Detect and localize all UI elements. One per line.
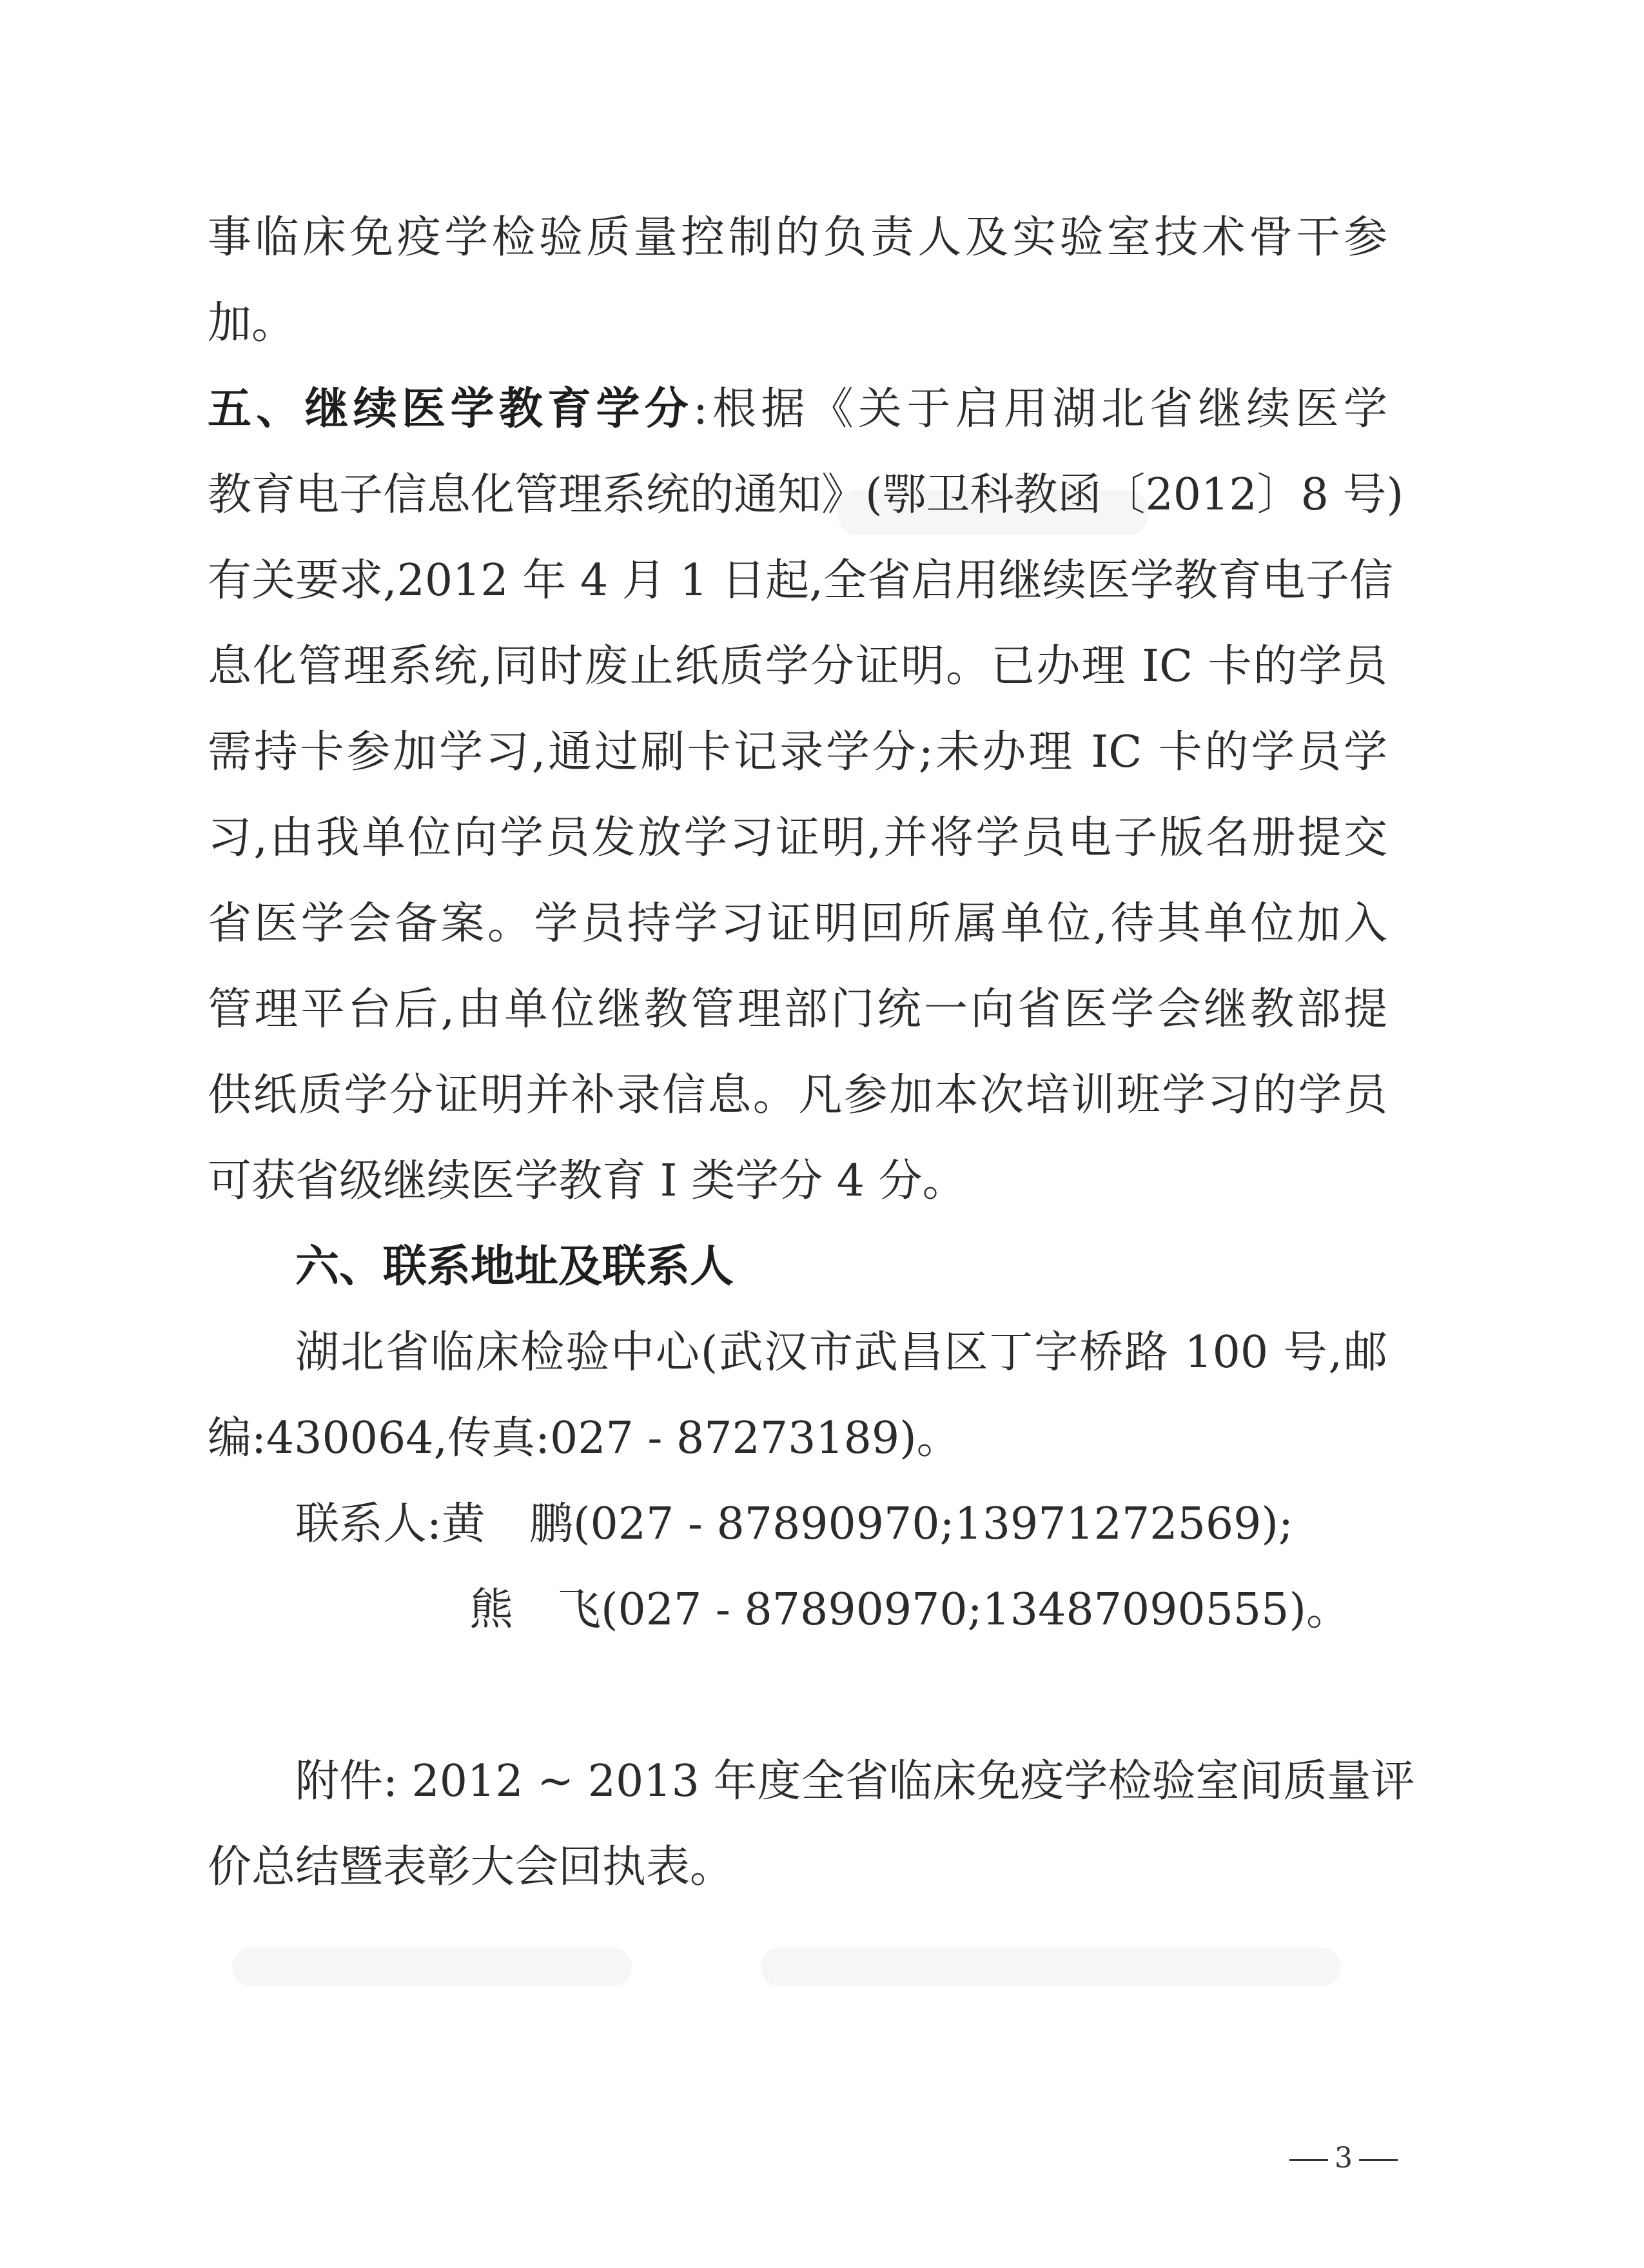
bleed-through-mark: [761, 1948, 1341, 1986]
section-5-text: :根据《关于启用湖北省继续医学: [692, 384, 1387, 435]
body-line: 加。: [208, 298, 296, 349]
bleed-through-mark: [232, 1948, 632, 1986]
attachment-line: 价总结暨表彰大会回执表。: [208, 1842, 734, 1893]
contact-line: 熊 飞(027 - 87890970;13487090555)。: [469, 1584, 1350, 1635]
body-line: 习,由我单位向学员发放学习证明,并将学员电子版名册提交: [208, 813, 1387, 863]
contact-line: 联系人:黄 鹏(027 - 87890970;13971272569);: [295, 1499, 1293, 1550]
address-line: 湖北省临床检验中心(武汉市武昌区丁字桥路 100 号,邮: [295, 1327, 1387, 1378]
section-6-heading: 六、联系地址及联系人: [295, 1241, 734, 1292]
body-line: 需持卡参加学习,通过刷卡记录学分;未办理 IC 卡的学员学: [208, 727, 1387, 778]
body-line: 供纸质学分证明并补录信息。凡参加本次培训班学习的学员: [208, 1070, 1387, 1121]
dash-right: [1359, 2159, 1398, 2161]
body-line: 教育电子信息化管理系统的通知》(鄂卫科教函〔2012〕8 号): [208, 469, 1404, 520]
body-line: 管理平台后,由单位继教管理部门统一向省医学会继教部提: [208, 984, 1387, 1035]
page-number: [1283, 2144, 1404, 2173]
body-line: 可获省级继续医学教育 I 类学分 4 分。: [208, 1156, 966, 1207]
address-line: 编:430064,传真:027 - 87273189)。: [208, 1413, 961, 1464]
attachment-line: 附件: 2012 ~ 2013 年度全省临床免疫学检验室间质量评: [295, 1756, 1415, 1807]
page-number-value: 3: [1335, 2142, 1353, 2174]
dash-left: [1289, 2159, 1328, 2161]
body-line: 有关要求,2012 年 4 月 1 日起,全省启用继续医学教育电子信: [208, 555, 1393, 606]
section-5-heading: 五、继续医学教育学分: [208, 384, 693, 435]
body-line: 事临床免疫学检验质量控制的负责人及实验室技术骨干参: [208, 212, 1387, 263]
section-5-line: [208, 384, 1387, 435]
body-line: 息化管理系统,同时废止纸质学分证明。已办理 IC 卡的学员: [208, 641, 1387, 692]
body-line: 省医学会备案。学员持学习证明回所属单位,待其单位加入: [208, 898, 1387, 949]
